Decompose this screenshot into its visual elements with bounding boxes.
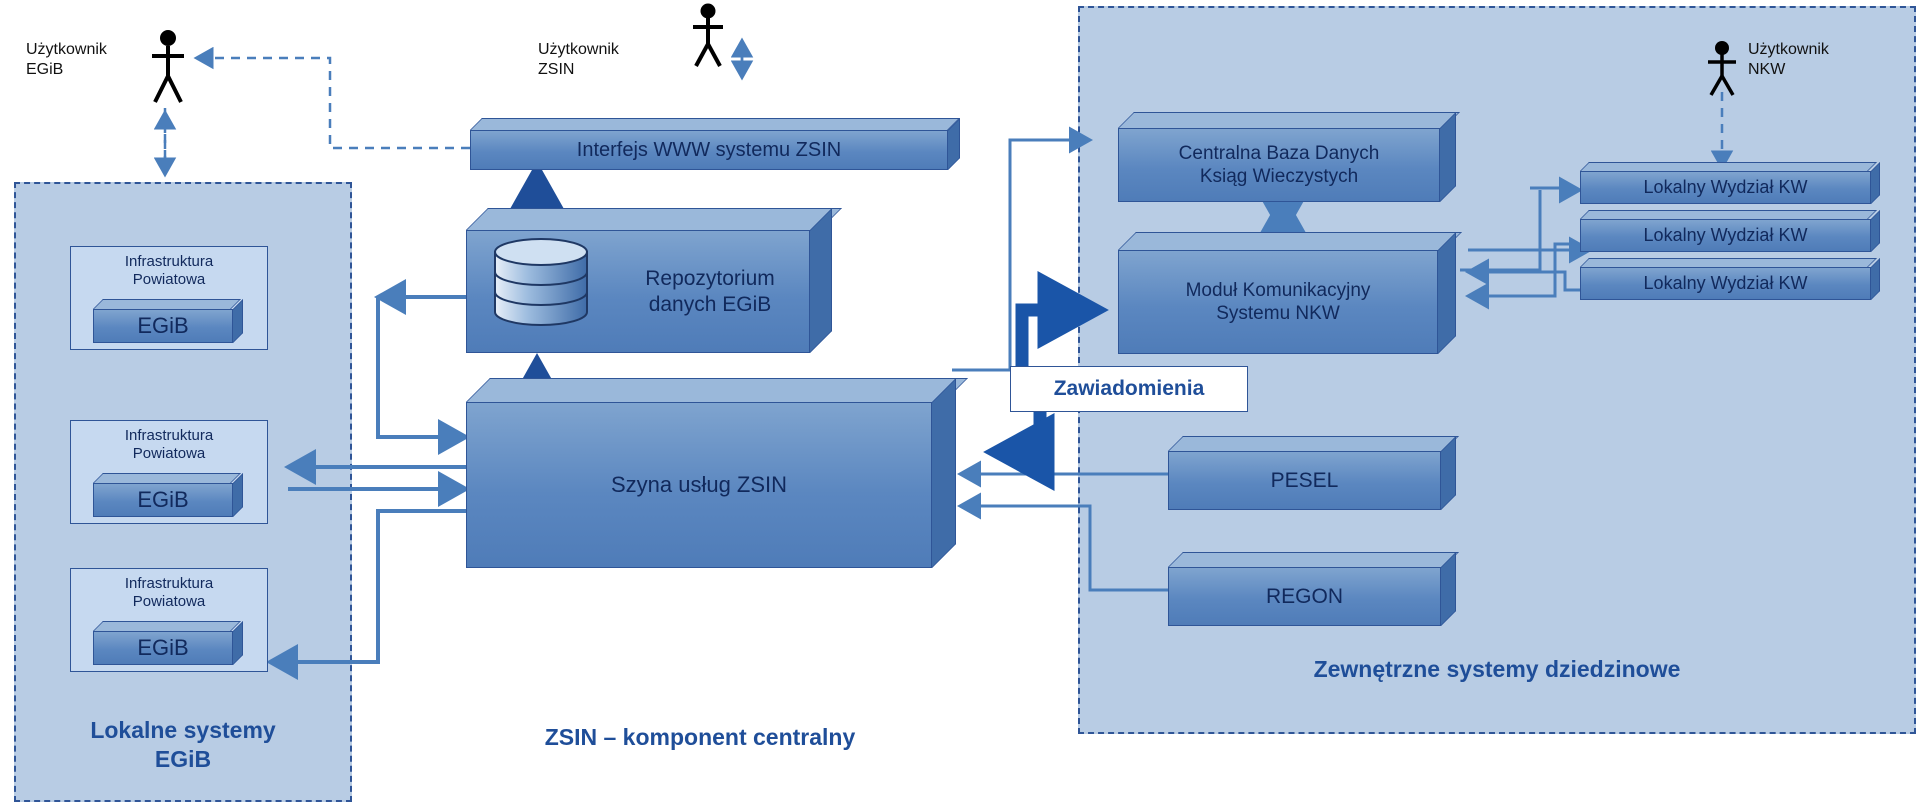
callout-zawiadomienia: [1010, 366, 1248, 412]
box-top-face: [1580, 258, 1877, 267]
infra-caption: [71, 253, 267, 289]
node-lokalny-wydzial-kw-3[interactable]: [1580, 258, 1880, 300]
infrastruktura-powiatowa-3[interactable]: [70, 568, 268, 672]
actor-label-line2: NKW: [1748, 61, 1786, 78]
node-modul-komunikacyjny-systemu-nkw[interactable]: [1118, 232, 1456, 354]
node-label: Szyna usług ZSIN: [466, 402, 932, 568]
node-label: Interfejs WWW systemu ZSIN: [470, 130, 948, 170]
infra-caption: [71, 427, 267, 463]
box-side-face: [233, 473, 243, 517]
actor-label-line2: ZSIN: [538, 61, 575, 78]
infra-caption-line2: Powiatowa: [132, 593, 206, 610]
box-top-face: [93, 299, 241, 309]
box-side-face: [1440, 112, 1456, 202]
node-label: EGiB: [93, 631, 233, 665]
group-label-lokalne-systemy-egib: [20, 716, 346, 774]
box-top-face: [466, 378, 968, 402]
database-icon: [489, 238, 594, 333]
node-label: Lokalny Wydział KW: [1580, 267, 1871, 300]
infra-caption-line1: Infrastruktura: [124, 575, 214, 592]
box-top-face: [1580, 210, 1877, 219]
group-label-zsin-komponent-centralny: [440, 723, 960, 752]
node-regon[interactable]: [1168, 552, 1456, 626]
actor-label-line2: EGiB: [26, 61, 64, 78]
group-label-zewnetrzne-systemy-dziedzinowe: [1098, 655, 1896, 684]
box-top-face: [466, 208, 842, 230]
node-label: Lokalny Wydział KW: [1580, 171, 1871, 204]
infra-caption-line1: Infrastruktura: [124, 253, 214, 270]
node-label: PESEL: [1168, 451, 1441, 510]
node-label-line1: Centralna Baza Danych: [1178, 142, 1380, 164]
actor-uzytkownik-nkw: [1703, 40, 1741, 98]
box-top-face: [1118, 232, 1462, 250]
box-top-face: [1580, 162, 1877, 171]
node-body: [1118, 128, 1440, 202]
actor-label-line1: Użytkownik: [26, 41, 107, 58]
box-top-face: [1168, 552, 1459, 567]
actor-label-line1: Użytkownik: [538, 41, 619, 58]
box-side-face: [1441, 552, 1456, 626]
box-side-face: [233, 621, 243, 665]
node-label-line1: Moduł Komunikacyjny: [1185, 279, 1371, 301]
callout-label: Zawiadomienia: [1053, 377, 1205, 400]
box-top-face: [470, 118, 960, 130]
node-lokalny-wydzial-kw-2[interactable]: [1580, 210, 1880, 252]
node-centralna-baza-danych-ksiag-wieczystych[interactable]: [1118, 112, 1456, 202]
group-label-text: Zewnętrzne systemy dziedzinowe: [1313, 656, 1681, 682]
actor-uzytkownik-zsin: [688, 2, 728, 70]
box-top-face: [1118, 112, 1460, 128]
infra-caption-line2: Powiatowa: [132, 271, 206, 288]
box-side-face: [1871, 258, 1880, 300]
node-label: Lokalny Wydział KW: [1580, 219, 1871, 252]
infra-caption-line1: Infrastruktura: [124, 427, 214, 444]
group-label-line2: EGiB: [154, 745, 212, 772]
node-label-line2: Ksiąg Wieczystych: [1199, 166, 1359, 187]
box-top-face: [93, 473, 241, 483]
node-label: REGON: [1168, 567, 1441, 626]
actor-uzytkownik-egib-label: [26, 40, 107, 80]
box-side-face: [1441, 436, 1456, 510]
box-top-face: [1168, 436, 1459, 451]
node-body: [1118, 250, 1438, 354]
group-label-text: ZSIN – komponent centralny: [544, 724, 856, 750]
node-lokalny-wydzial-kw-1[interactable]: [1580, 162, 1880, 204]
infra-caption: [71, 575, 267, 611]
infrastruktura-powiatowa-1[interactable]: [70, 246, 268, 350]
node-pesel[interactable]: [1168, 436, 1456, 510]
box-side-face: [233, 299, 243, 343]
node-label: EGiB: [93, 483, 233, 517]
node-label-line2: Systemu NKW: [1216, 303, 1340, 324]
node-egib-1[interactable]: [93, 299, 243, 343]
node-label-line1: Repozytorium: [645, 266, 775, 290]
box-side-face: [810, 208, 832, 353]
actor-label-line1: Użytkownik: [1748, 41, 1829, 58]
box-side-face: [1871, 162, 1880, 204]
box-side-face: [1871, 210, 1880, 252]
node-szyna-uslug-zsin[interactable]: [466, 378, 956, 568]
node-label-line2: danych EGiB: [648, 292, 772, 316]
box-side-face: [932, 378, 956, 568]
node-label: EGiB: [93, 309, 233, 343]
infrastruktura-powiatowa-2[interactable]: [70, 420, 268, 524]
box-side-face: [1438, 232, 1456, 354]
node-egib-2[interactable]: [93, 473, 243, 517]
actor-uzytkownik-zsin-label: [538, 40, 619, 80]
infra-caption-line2: Powiatowa: [132, 445, 206, 462]
node-interfejs-www[interactable]: [470, 118, 960, 170]
group-label-line1: Lokalne systemy: [90, 717, 276, 743]
actor-uzytkownik-egib: [148, 28, 188, 108]
box-top-face: [93, 621, 241, 631]
actor-uzytkownik-nkw-label: [1748, 40, 1829, 80]
node-egib-3[interactable]: [93, 621, 243, 665]
